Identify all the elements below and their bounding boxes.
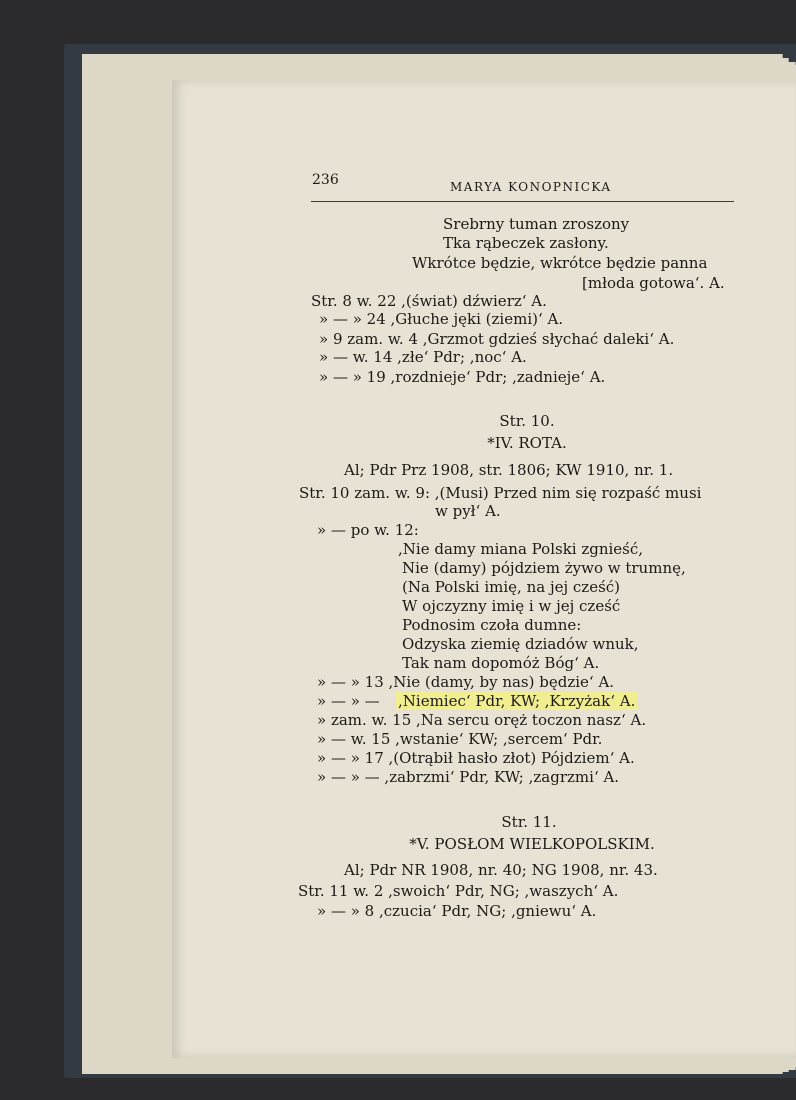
quoted-verse: Nie (damy) pójdziem żywo w trumnę, bbox=[402, 559, 686, 577]
variant-line: Str. 10 zam. w. 9: ,(Musi) Przed nim się rozpaść musi bbox=[299, 484, 702, 502]
variant-line: Str. 11 w. 2 ,swoich‘ Pdr, NG; ,waszych‘ A. bbox=[298, 882, 619, 900]
highlight-mark: ,Niemiec‘ Pdr, KW; ,Krzyżak‘ A. bbox=[398, 692, 636, 710]
variant-line: » — w. 15 ,wstanie‘ KW; ,sercem‘ Pdr. bbox=[317, 730, 603, 748]
header-rule bbox=[311, 201, 734, 202]
variant-line: » — » — ,zabrzmi‘ Pdr, KW; ,zagrzmi‘ A. bbox=[317, 768, 620, 786]
variant-line: » — po w. 12: bbox=[317, 521, 419, 539]
variant-line: » — » 8 ,czucia‘ Pdr, NG; ,gniewu‘ A. bbox=[317, 902, 597, 920]
highlighted-variant bbox=[396, 692, 637, 710]
variant-line: » — w. 14 ,złe‘ Pdr; ,noc‘ A. bbox=[319, 348, 527, 366]
variant-line: » — » 17 ,(Otrąbił hasło złot) Pójdziem‘ A. bbox=[317, 749, 635, 767]
running-title: MARYA KONOPNICKA bbox=[450, 180, 612, 194]
variant-line: » 9 zam. w. 4 ,Grzmot gdzieś słychać daleki‘ A. bbox=[319, 330, 675, 348]
page-number: 236 bbox=[312, 172, 339, 188]
variant-line: » — » — bbox=[317, 692, 380, 710]
quoted-verse: (Na Polski imię, na jej cześć) bbox=[402, 578, 621, 596]
source-line: Al; Pdr Prz 1908, str. 1806; KW 1910, nr. 1. bbox=[344, 461, 674, 479]
section-title: *IV. ROTA. bbox=[487, 434, 567, 452]
verse-line: Wkrótce będzie, wkrótce będzie panna bbox=[412, 254, 708, 272]
quoted-verse: W ojczyzny imię i w jej cześć bbox=[402, 597, 621, 615]
section-ref: Str. 10. bbox=[499, 412, 555, 430]
quoted-verse: ,Nie damy miana Polski zgnieść, bbox=[398, 540, 644, 558]
quoted-verse: Podnosim czoła dumne: bbox=[402, 616, 582, 634]
variant-line: » zam. w. 15 ,Na sercu oręż toczon nasz‘ A. bbox=[317, 711, 647, 729]
quoted-verse: Odzyska ziemię dziadów wnuk, bbox=[402, 635, 639, 653]
variant-line: » — » 19 ,rozdnieje‘ Pdr; ,zadnieje‘ A. bbox=[319, 368, 606, 386]
section-title: *V. POSŁOM WIELKOPOLSKIM. bbox=[409, 835, 655, 853]
variant-line: » — » 24 ,Głuche jęki (ziemi)‘ A. bbox=[319, 310, 564, 328]
verse-line: [młoda gotowa‘. A. bbox=[582, 274, 725, 292]
variant-line: Str. 8 w. 22 ,(świat) dźwierz‘ A. bbox=[311, 292, 547, 310]
source-line: Al; Pdr NR 1908, nr. 40; NG 1908, nr. 43. bbox=[344, 861, 658, 879]
section-ref: Str. 11. bbox=[501, 813, 557, 831]
verse-line: Tka rąbeczek zasłony. bbox=[443, 234, 609, 252]
variant-line: w pył‘ A. bbox=[435, 502, 501, 520]
book-page bbox=[172, 80, 796, 1058]
quoted-verse: Tak nam dopomóż Bóg‘ A. bbox=[402, 654, 600, 672]
variant-line: » — » 13 ,Nie (damy, by nas) będzie‘ A. bbox=[317, 673, 615, 691]
verse-line: Srebrny tuman zroszony bbox=[443, 215, 630, 233]
